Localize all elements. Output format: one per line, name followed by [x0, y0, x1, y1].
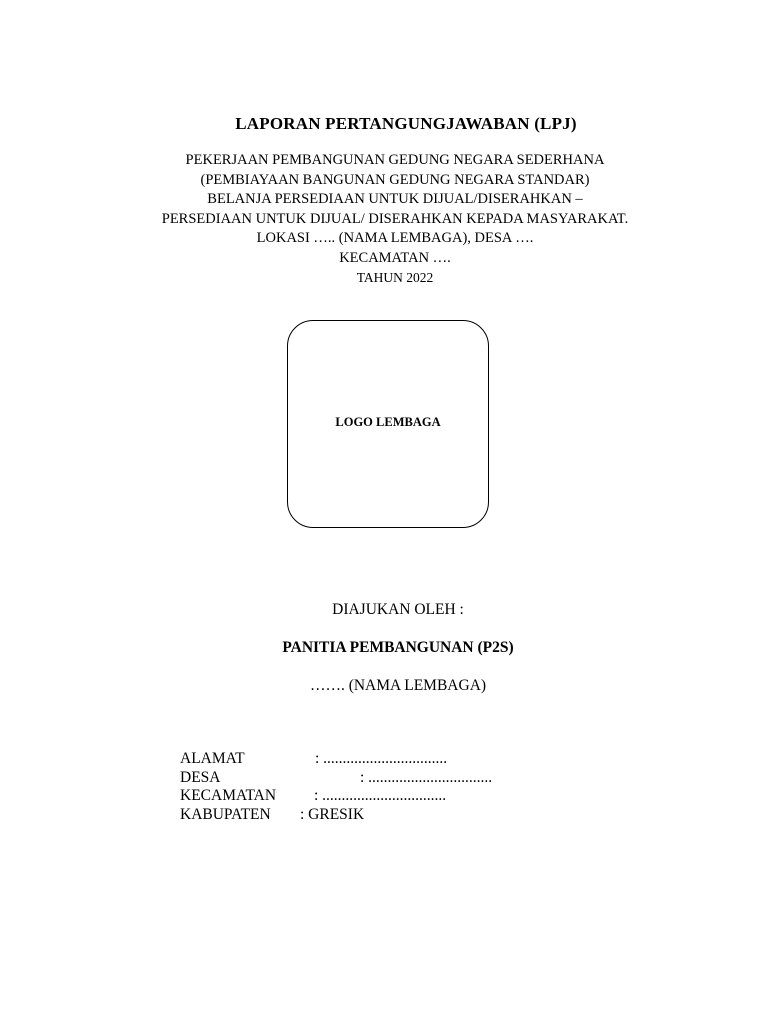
address-label: ALAMAT: [180, 750, 245, 767]
subtitle-line-1: PEKERJAAN PEMBANGUNAN GEDUNG NEGARA SEDERHANA: [185, 152, 605, 168]
subtitle-year: TAHUN 2022: [356, 270, 434, 285]
address-label: DESA: [180, 768, 221, 786]
address-value: : ................................: [315, 750, 448, 767]
address-label: KABUPATEN: [180, 805, 271, 823]
address-label: KECAMATAN: [180, 787, 277, 804]
subtitle-line-5: LOKASI ….. (NAMA LEMBAGA), DESA ….: [256, 230, 534, 246]
committee-name: PANITIA PEMBANGUNAN (P2S): [282, 639, 514, 656]
document-subtitle: [0, 151, 768, 288]
subtitle-line-4: PERSEDIAAN UNTUK DIJUAL/ DISERAHKAN KEPADA MASYARAKAT.: [161, 210, 629, 227]
institution-name: ……. (NAMA LEMBAGA): [309, 677, 487, 694]
subtitle-line-6: KECAMATAN ….: [339, 249, 451, 266]
address-value: : ................................: [314, 787, 447, 804]
submitted-by-label: DIAJUKAN OLEH :: [332, 601, 464, 618]
document-title: LAPORAN PERTANGUNGJAWABAN (LPJ): [235, 114, 577, 133]
address-value: : GRESIK: [300, 805, 365, 823]
subtitle-line-3: BELANJA PERSEDIAAN UNTUK DIJUAL/DISERAHKAN –: [207, 191, 583, 207]
subtitle-line-2: (PEMBIAYAAN BANGUNAN GEDUNG NEGARA STANDAR): [200, 171, 590, 188]
logo-placeholder-label: LOGO LEMBAGA: [335, 415, 441, 429]
address-value: : ................................: [360, 768, 493, 786]
